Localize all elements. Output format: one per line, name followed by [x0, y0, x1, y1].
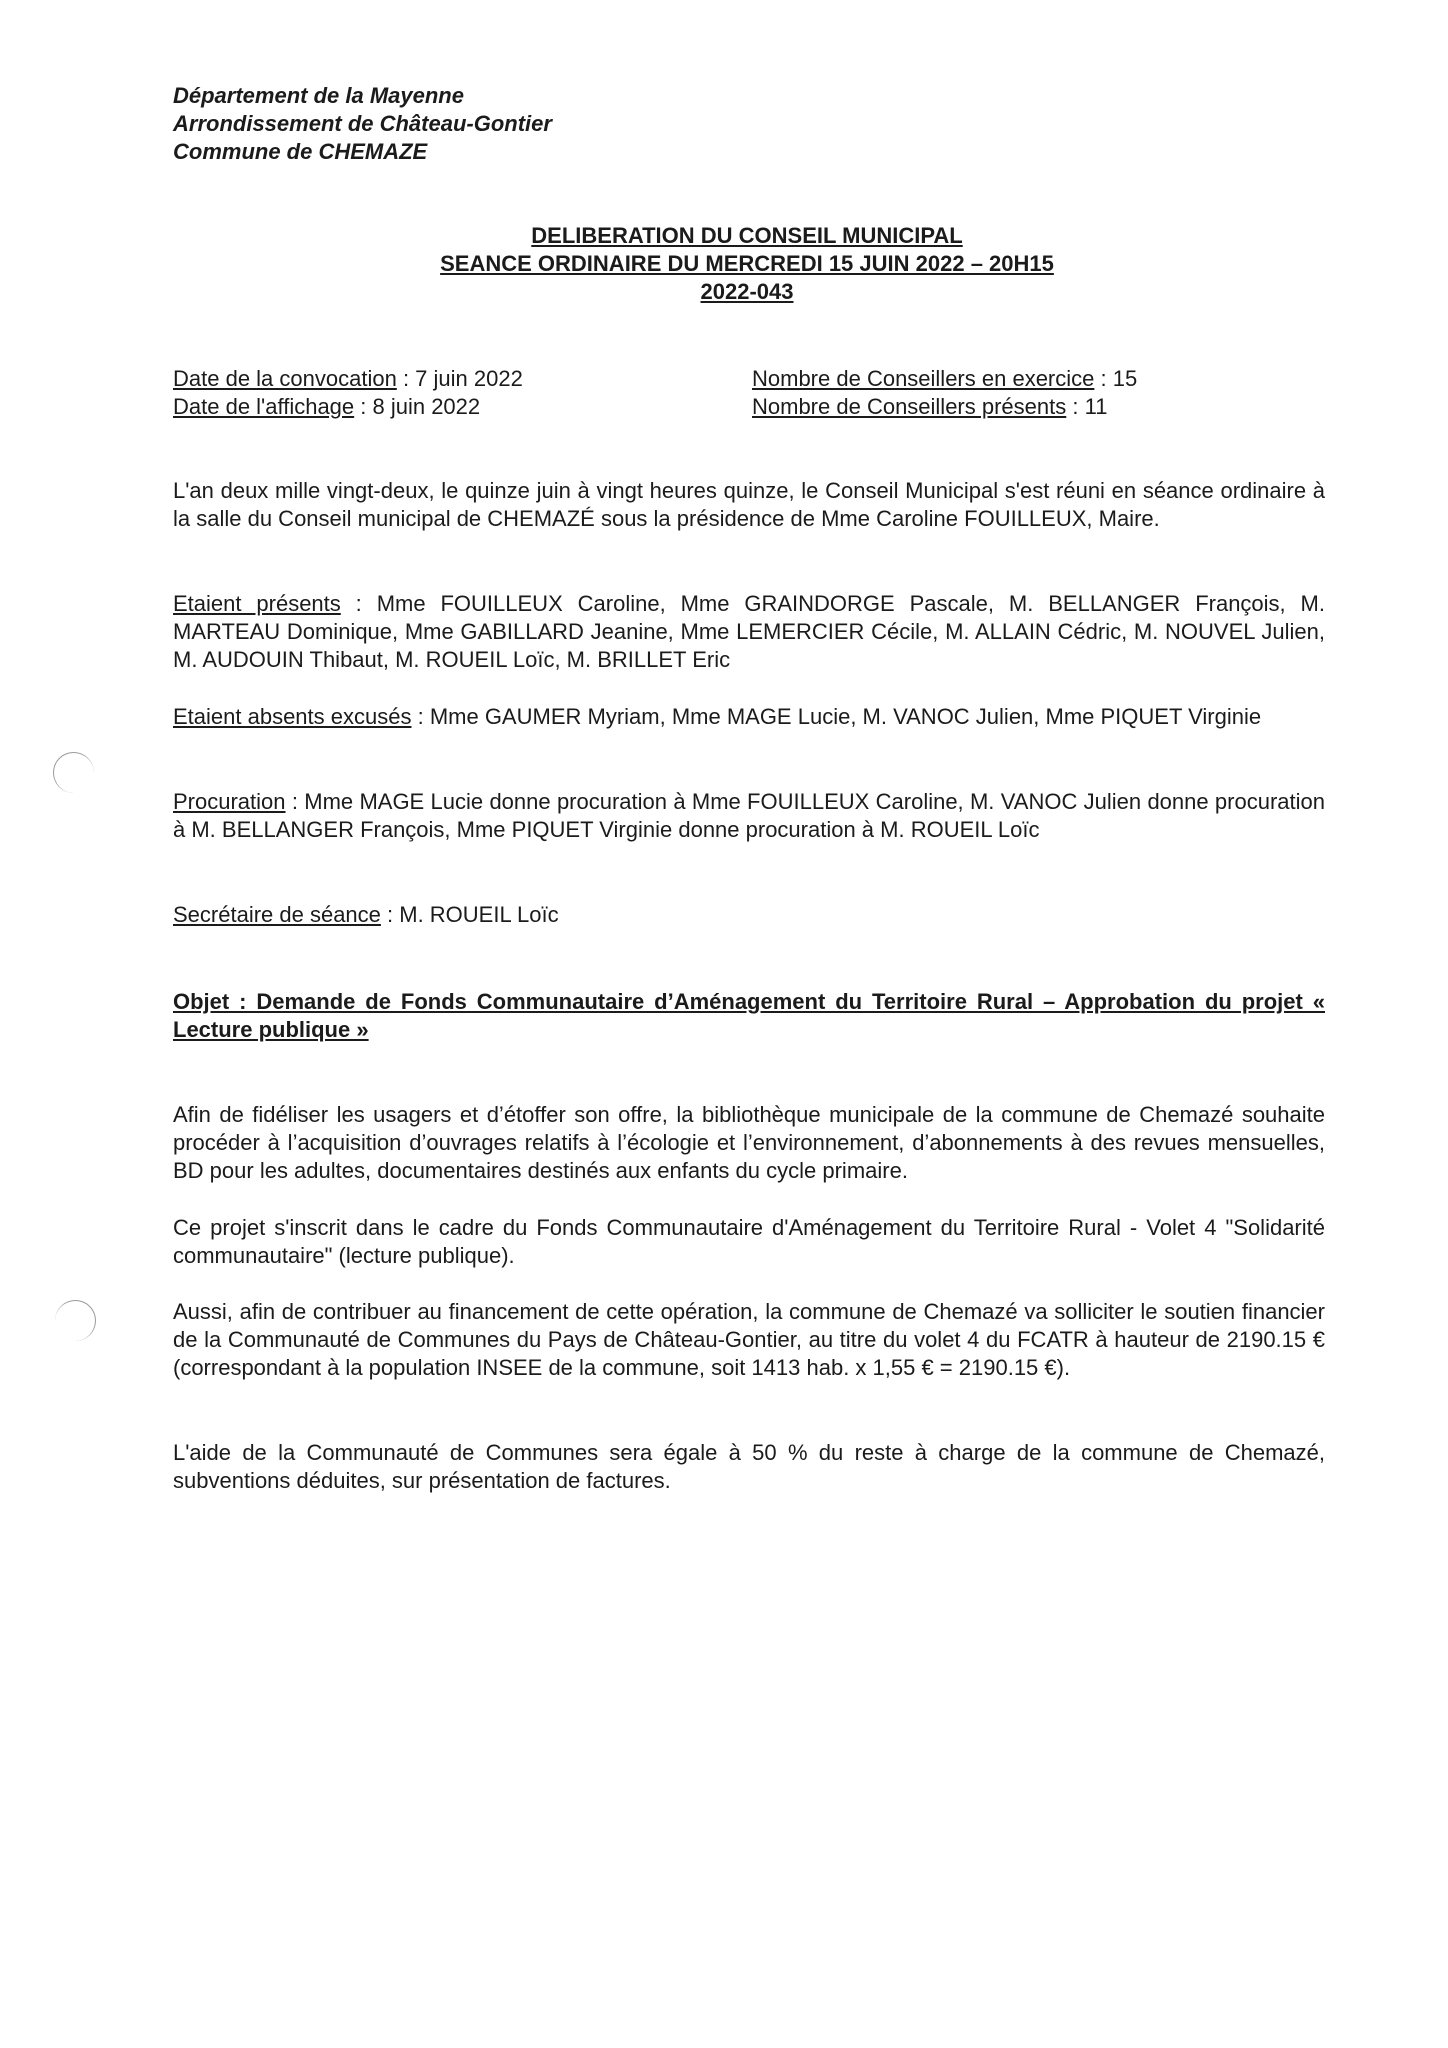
punch-hole-mark	[55, 1300, 96, 1341]
letterhead-arrondissement: Arrondissement de Château-Gontier	[173, 111, 552, 136]
dates-block	[173, 365, 523, 421]
secretaire-paragraph	[173, 901, 1325, 929]
procuration-paragraph	[173, 788, 1325, 844]
presents-label: Etaient présents	[173, 591, 341, 616]
affichage-label: Date de l'affichage	[173, 394, 355, 419]
body-paragraph-4: L'aide de la Communauté de Communes sera égale à 50 % du reste à charge de la commune de Chemazé, subventions déduites, sur présentation de factures.	[173, 1440, 1325, 1493]
title-deliberation: DELIBERATION DU CONSEIL MUNICIPAL	[531, 223, 963, 248]
body-paragraph-2: Ce projet s'inscrit dans le cadre du Fonds Communautaire d'Aménagement du Territoire Rural - Volet 4 "Solidarité communautaire" (lecture publique).	[173, 1215, 1325, 1268]
convocation-date	[173, 365, 523, 393]
objet-heading: Objet : Demande de Fonds Communautaire d’Aménagement du Territoire Rural – Approbation du projet « Lecture publique »	[173, 989, 1325, 1042]
document-title	[0, 222, 1448, 306]
letterhead-departement: Département de la Mayenne	[173, 83, 464, 108]
letterhead-commune: Commune de CHEMAZE	[173, 139, 428, 164]
presents-paragraph	[173, 590, 1325, 674]
presents-count-value: : 11	[1066, 394, 1108, 419]
procuration-text: : Mme MAGE Lucie donne procuration à Mme FOUILLEUX Caroline, M. VANOC Julien donne procuration à M. BELLANGER François, Mme PIQUET Virginie donne procuration à M. ROUEIL Loïc	[173, 789, 1325, 842]
convocation-label: Date de la convocation	[173, 366, 397, 391]
body-paragraph-1: Afin de fidéliser les usagers et d’étoffer son offre, la bibliothèque municipale de la commune de Chemazé souhaite procéder à l’acquisition d’ouvrages relatifs à l’écologie et l’environnement, d’abonnements à des revues mensuelles, BD pour les adultes, documentaires destinés aux enfants du cycle primaire.	[173, 1102, 1325, 1183]
affichage-value: : 8 juin 2022	[354, 394, 481, 419]
title-seance: SEANCE ORDINAIRE DU MERCREDI 15 JUIN 2022 – 20H15	[440, 251, 1054, 276]
procuration-label: Procuration	[173, 789, 286, 814]
title-number: 2022-043	[700, 279, 794, 304]
intro-paragraph: L'an deux mille vingt-deux, le quinze juin à vingt heures quinze, le Conseil Municipal s'est réuni en séance ordinaire à la salle du Conseil municipal de CHEMAZÉ sous la présidence de Mme Caroline FOUILLEUX, Maire.	[173, 478, 1325, 531]
exercice-value: : 15	[1094, 366, 1138, 391]
body-paragraph-3: Aussi, afin de contribuer au financement de cette opération, la commune de Chemazé va solliciter le soutien financier de la Communauté de Communes du Pays de Château-Gontier, au titre du volet 4 du FCATR à hauteur de 2190.15 € (correspondant à la population INSEE de la commune, soit 1413 hab. x 1,55 € = 2190.15 €).	[173, 1299, 1325, 1380]
absents-paragraph	[173, 703, 1325, 731]
conseillers-presents	[752, 393, 1137, 421]
convocation-value: : 7 juin 2022	[396, 366, 523, 391]
letterhead	[173, 82, 552, 166]
counts-block	[752, 365, 1137, 421]
presents-count-label: Nombre de Conseillers présents	[752, 394, 1067, 419]
secretaire-text: : M. ROUEIL Loïc	[380, 902, 559, 927]
conseillers-exercice	[752, 365, 1137, 393]
absents-label: Etaient absents excusés	[173, 704, 412, 729]
affichage-date	[173, 393, 523, 421]
secretaire-label: Secrétaire de séance	[173, 902, 381, 927]
absents-text: : Mme GAUMER Myriam, Mme MAGE Lucie, M. VANOC Julien, Mme PIQUET Virginie	[411, 704, 1262, 729]
exercice-label: Nombre de Conseillers en exercice	[752, 366, 1095, 391]
punch-hole-mark	[53, 752, 94, 793]
presents-text: : Mme FOUILLEUX Caroline, Mme GRAINDORGE Pascale, M. BELLANGER François, M. MARTEAU Dominique, Mme GABILLARD Jeanine, Mme LEMERCIER Cécile, M. ALLAIN Cédric, M. NOUVEL Julien, M. AUDOUIN Thibaut, M. ROUEIL Loïc, M. BRILLET Eric	[173, 591, 1325, 672]
